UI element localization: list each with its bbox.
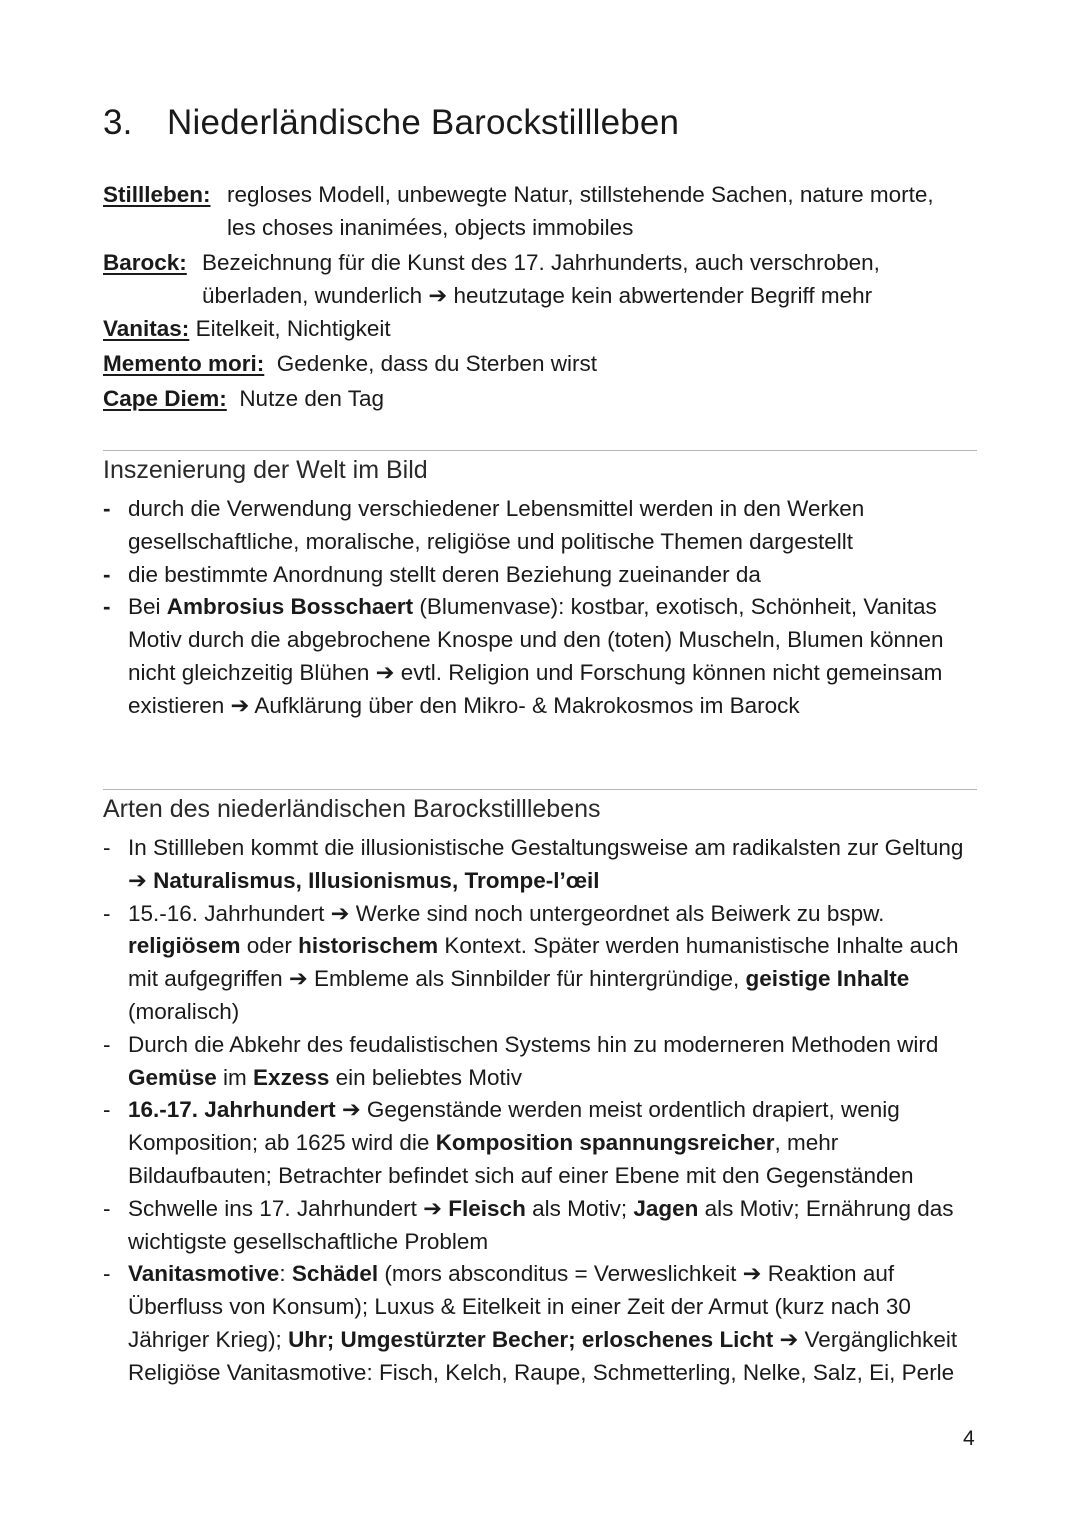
- page-title: [103, 103, 679, 143]
- definition-stillleben: [103, 178, 983, 244]
- list-item: - Vanitasmotive: Schädel (mors absconditus = Verweslichkeit ➔ Reaktion auf Überfluss von Konsum); Luxus & Eitelkeit in einer Zeit der Armut (kurz nach 30 Jähriger Krieg); Uhr; Umgestürzter Becher; erloschenes Licht ➔ Vergänglichkeit Religiöse Vanitasmotive: Fisch, Kelch, Raupe, Schmetterling, Nelke, Salz, Ei, Perle: [103, 1261, 958, 1385]
- page-number: 4: [963, 1427, 975, 1450]
- section-title: Niederländische Barockstillleben: [167, 103, 680, 142]
- section-number: 3.: [103, 103, 133, 142]
- list-item: - durch die Verwendung verschiedener Lebensmittel werden in den Werken gesellschaftliche, moralische, religiöse und politische Themen dargestellt: [103, 496, 865, 554]
- definition-text: Bezeichnung für die Kunst des 17. Jahrhunderts, auch verschroben,: [202, 250, 880, 275]
- section-heading: Arten des niederländischen Barockstilllebens: [103, 795, 601, 823]
- definition-text: Nutze den Tag: [239, 386, 385, 411]
- list-item: - In Stillleben kommt die illusionistische Gestaltungsweise am radikalsten zur Geltung ➔ Naturalismus, Illusionismus, Trompe-l’œil: [103, 835, 964, 893]
- definition-term: Barock:: [103, 250, 187, 275]
- list-item: - Durch die Abkehr des feudalistischen Systems hin zu moderneren Methoden wird Gemüse im Exzess ein beliebtes Motiv: [103, 1031, 939, 1090]
- definition-cape-diem: [103, 382, 983, 415]
- definition-term: Memento mori:: [103, 351, 265, 376]
- list-item: - 16.-17. Jahrhundert ➔ Gegenstände werden meist ordentlich drapiert, wenig Komposition; ab 1625 wird die Komposition spannungsreicher, mehr Bildaufbauten; Betrachter befindet sich auf einer Ebene mit den Gegenständen: [103, 1097, 914, 1188]
- definition-term: Cape Diem:: [103, 386, 227, 411]
- definition-text: regloses Modell, unbewegte Natur, stillstehende Sachen, nature morte,: [227, 182, 934, 207]
- bullet-list: [103, 493, 983, 723]
- definitions-block: [103, 178, 983, 415]
- section-heading: Inszenierung der Welt im Bild: [103, 456, 428, 484]
- definition-vanitas: [103, 312, 983, 345]
- definition-term: Stillleben:: [103, 182, 211, 207]
- definition-text: Eitelkeit, Nichtigkeit: [195, 316, 391, 341]
- list-item: - 15.-16. Jahrhundert ➔ Werke sind noch untergeordnet als Beiwerk zu bspw. religiösem oder historischem Kontext. Später werden humanistische Inhalte auch mit aufgegriffen ➔ Embleme als Sinnbilder für hintergründige, geistige Inhalte (moralisch): [103, 900, 959, 1024]
- divider: [103, 450, 977, 451]
- definition-term: Vanitas:: [103, 316, 190, 341]
- divider: [103, 789, 977, 790]
- definition-text: les choses inanimées, objects immobiles: [227, 215, 634, 240]
- list-item: - die bestimmte Anordnung stellt deren Beziehung zueinander da: [103, 561, 761, 587]
- definition-barock: [103, 246, 983, 312]
- bullet-list: [103, 832, 983, 1390]
- list-item: - Bei Ambrosius Bosschaert (Blumenvase): kostbar, exotisch, Schönheit, Vanitas Motiv durch die abgebrochene Knospe und den (toten) Muscheln, Blumen können nicht gleichzeitig Blühen ➔ evtl. Religion und Forschung können nicht gemeinsam existieren ➔ Aufklärung über den Mikro- & Makrokosmos im Barock: [103, 594, 944, 718]
- definition-text: überladen, wunderlich ➔ heutzutage kein abwertender Begriff mehr: [202, 283, 873, 308]
- definition-text: Gedenke, dass du Sterben wirst: [276, 351, 597, 376]
- definition-memento-mori: [103, 347, 983, 380]
- list-item: - Schwelle ins 17. Jahrhundert ➔ Fleisch als Motiv; Jagen als Motiv; Ernährung das wichtigste gesellschaftliche Problem: [103, 1195, 954, 1254]
